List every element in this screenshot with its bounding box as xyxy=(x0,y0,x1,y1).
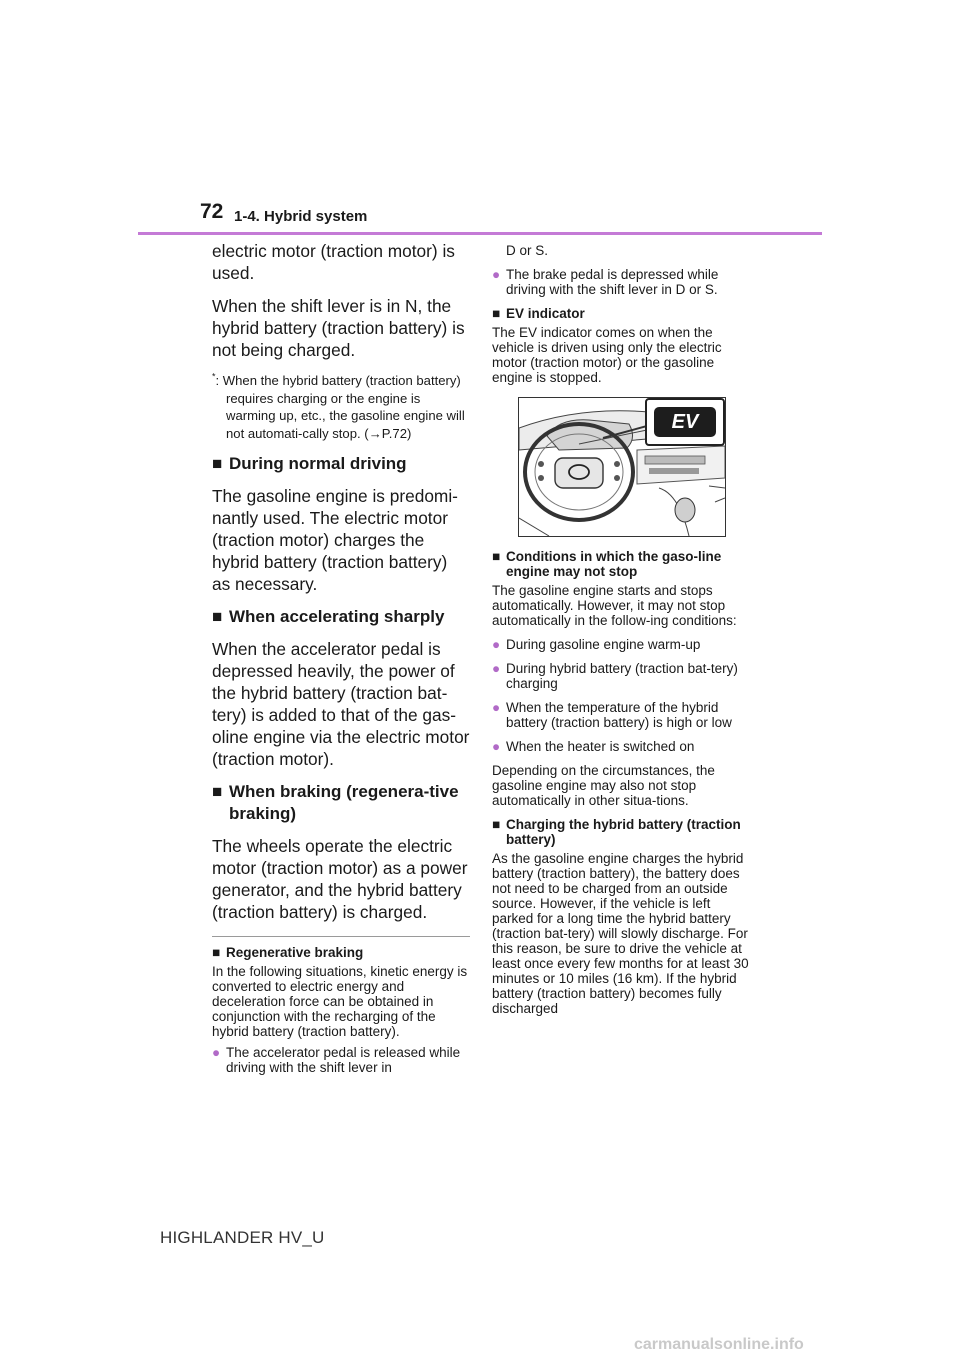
ev-indicator-icon: EV xyxy=(654,407,716,437)
bullet-dot-icon: ● xyxy=(212,1045,221,1060)
list-item: ● During gasoline engine warm-up xyxy=(492,637,701,652)
square-bullet-icon: ■ xyxy=(212,607,223,626)
square-bullet-icon: ■ xyxy=(492,549,501,564)
bullet-dot-icon: ● xyxy=(492,739,501,754)
list-item-continued: D or S. xyxy=(506,243,549,258)
footer-model-name: HIGHLANDER HV_U xyxy=(160,1228,325,1247)
heading-ev-indicator: ■ EV indicator xyxy=(492,306,585,321)
bullet-dot-icon: ● xyxy=(492,637,501,652)
footnote-text: : When the hybrid battery (traction battery) requires charging or the engine is warming up, etc., the gasoline engine will not automati-cally stop. (→P.72) xyxy=(215,373,465,441)
footnote xyxy=(212,372,470,442)
page-number: 72 xyxy=(200,200,224,223)
paragraph-braking: The wheels operate the electric motor (traction motor) as a power generator, and the hybrid battery (traction battery) is charged. xyxy=(212,836,468,922)
heading-charging: ■ Charging the hybrid battery (traction battery) xyxy=(492,817,741,847)
heading-braking: ■ When braking (regenera-tive braking) xyxy=(212,782,459,823)
bullet-dot-icon: ● xyxy=(492,267,501,282)
section-title: 1-4. Hybrid system xyxy=(234,208,368,225)
footnote-mark: * xyxy=(212,371,216,382)
header-rule xyxy=(138,232,822,235)
heading-accelerating: ■ When accelerating sharply xyxy=(212,607,445,626)
bullet-dot-icon: ● xyxy=(492,661,501,676)
watermark: carmanualsonline.info xyxy=(634,1336,804,1353)
list-item: ● When the heater is switched on xyxy=(492,739,695,754)
paragraph-regenerative: In the following situations, kinetic energy is converted to electric energy and deceleration force can be obtained in conjunction with the recharging of the hybrid battery (traction battery). xyxy=(212,964,468,1039)
dashboard-illustration xyxy=(518,397,726,537)
square-bullet-icon: ■ xyxy=(212,782,223,801)
square-bullet-icon: ■ xyxy=(212,454,223,473)
section-divider xyxy=(212,936,470,937)
left-column xyxy=(212,240,470,1081)
ev-indicator-callout xyxy=(645,398,725,446)
paragraph-ev-indicator: The EV indicator comes on when the vehicle is driven using only the electric motor (traction motor) or the gasoline engine is stopped. xyxy=(492,325,722,385)
heading-conditions: ■ Conditions in which the gaso-line engine may not stop xyxy=(492,549,722,579)
heading-regenerative-braking: ■ Regenerative braking xyxy=(212,945,364,960)
list-item: ● When the temperature of the hybrid battery (traction battery) is high or low xyxy=(492,700,732,730)
paragraph-normal-driving: The gasoline engine is predomi-nantly used. The electric motor (traction motor) charges the hybrid battery (traction battery) as necessary. xyxy=(212,486,458,594)
square-bullet-icon: ■ xyxy=(492,817,501,832)
list-item: ● The brake pedal is depressed while driving with the shift lever in D or S. xyxy=(492,267,719,297)
paragraph-electric-motor: electric motor (traction motor) is used. xyxy=(212,241,455,283)
list-item: ● During hybrid battery (traction bat-tery) charging xyxy=(492,661,738,691)
square-bullet-icon: ■ xyxy=(212,945,221,960)
heading-normal-driving: ■ During normal driving xyxy=(212,454,407,473)
paragraph-circumstances: Depending on the circumstances, the gasoline engine may also not stop automatically in other situa-tions. xyxy=(492,763,715,808)
paragraph-charging: As the gasoline engine charges the hybrid battery (traction battery), the battery does not need to be charged from an outside source. However, if the vehicle is left parked for a long time the hybrid battery (traction bat-tery) will slowly discharge. For this reason, be sure to drive the vehicle at least once every few months for at least 30 minutes or 10 miles (16 km). If the hybrid battery (traction battery) becomes fully discharged xyxy=(492,851,749,1016)
paragraph-shift-n: When the shift lever is in N, the hybrid battery (traction battery) is not being charged. xyxy=(212,296,465,360)
square-bullet-icon: ■ xyxy=(492,306,501,321)
bullet-dot-icon: ● xyxy=(492,700,501,715)
paragraph-accelerating: When the accelerator pedal is depressed heavily, the power of the hybrid battery (traction bat-tery) is added to that of the gas-oline engine via the electric motor (traction motor). xyxy=(212,639,470,769)
list-item: ● The accelerator pedal is released while driving with the shift lever in xyxy=(212,1045,461,1075)
right-column xyxy=(492,243,752,1022)
paragraph-conditions: The gasoline engine starts and stops automatically. However, it may not stop automatically in the follow-ing conditions: xyxy=(492,583,737,628)
